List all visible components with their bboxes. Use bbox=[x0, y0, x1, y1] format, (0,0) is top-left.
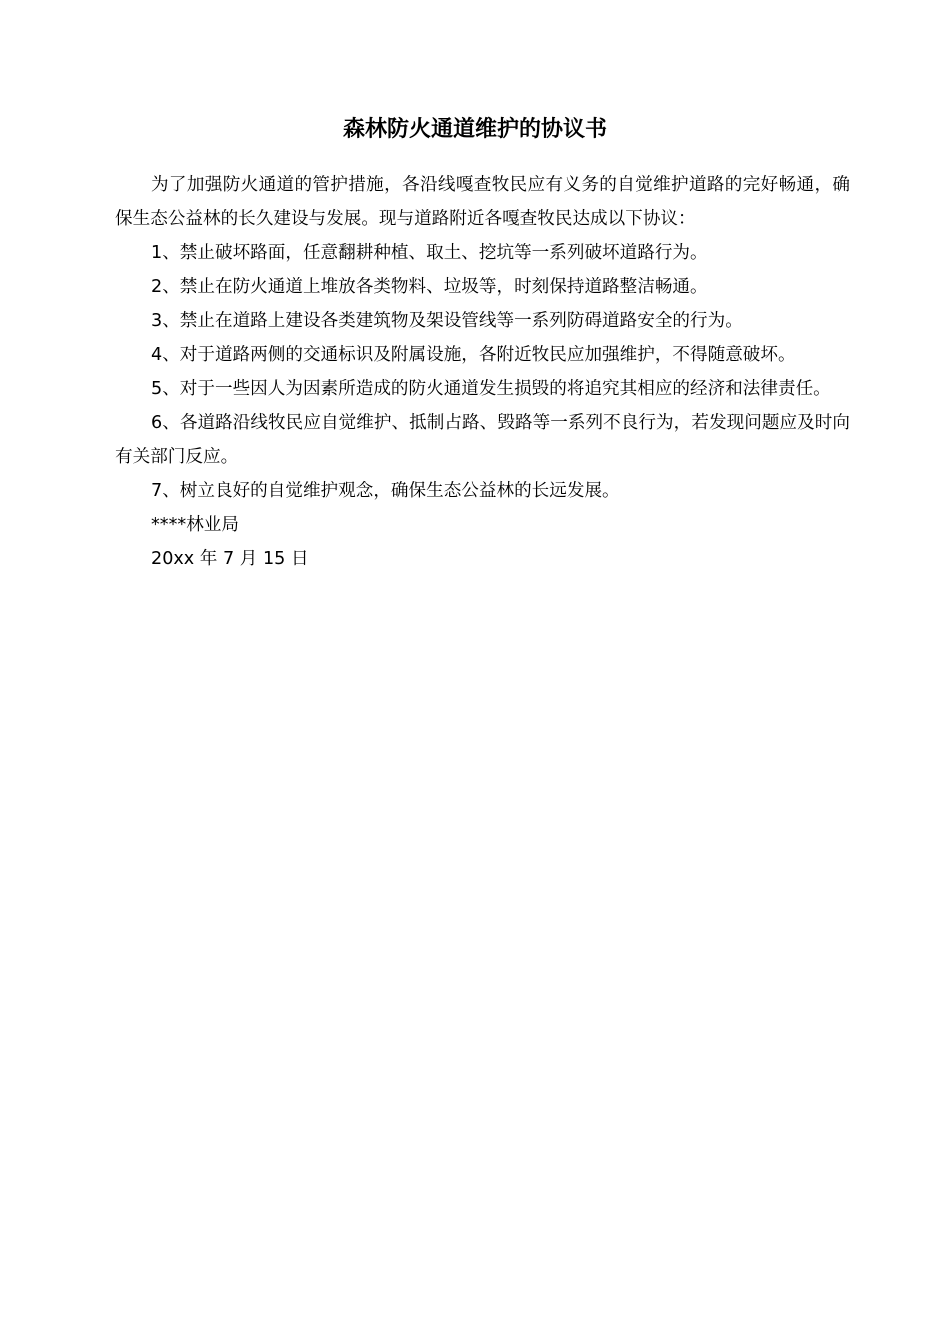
agreement-item-3: 3、禁止在道路上建设各类建筑物及架设管线等一系列防碍道路安全的行为。 bbox=[151, 311, 743, 331]
document-body bbox=[115, 168, 850, 576]
agreement-item-7: 7、树立良好的自觉维护观念，确保生态公益林的长远发展。 bbox=[151, 481, 620, 501]
document-date: 20xx 年 7 月 15 日 bbox=[151, 549, 309, 569]
agreement-item-5: 5、对于一些因人为因素所造成的防火通道发生损毁的将追究其相应的经济和法律责任。 bbox=[151, 379, 831, 399]
agreement-item-1: 1、禁止破坏路面，任意翻耕种植、取土、挖坑等一系列破坏道路行为。 bbox=[151, 243, 708, 263]
agreement-item-4: 4、对于道路两侧的交通标识及附属设施，各附近牧民应加强维护，不得随意破坏。 bbox=[151, 345, 796, 365]
agreement-item-2: 2、禁止在防火通道上堆放各类物料、垃圾等，时刻保持道路整洁畅通。 bbox=[151, 277, 708, 297]
agreement-item-6: 6、各道路沿线牧民应自觉维护、抵制占路、毁路等一系列不良行为，若发现问题应及时向有关部门反应。 bbox=[115, 413, 850, 467]
signature: ****林业局 bbox=[151, 515, 239, 535]
document-title: 森林防火通道维护的协议书 bbox=[342, 117, 607, 142]
intro-paragraph: 为了加强防火通道的管护措施，各沿线嘎查牧民应有义务的自觉维护道路的完好畅通，确保生态公益林的长久建设与发展。现与道路附近各嘎查牧民达成以下协议： bbox=[115, 175, 850, 229]
